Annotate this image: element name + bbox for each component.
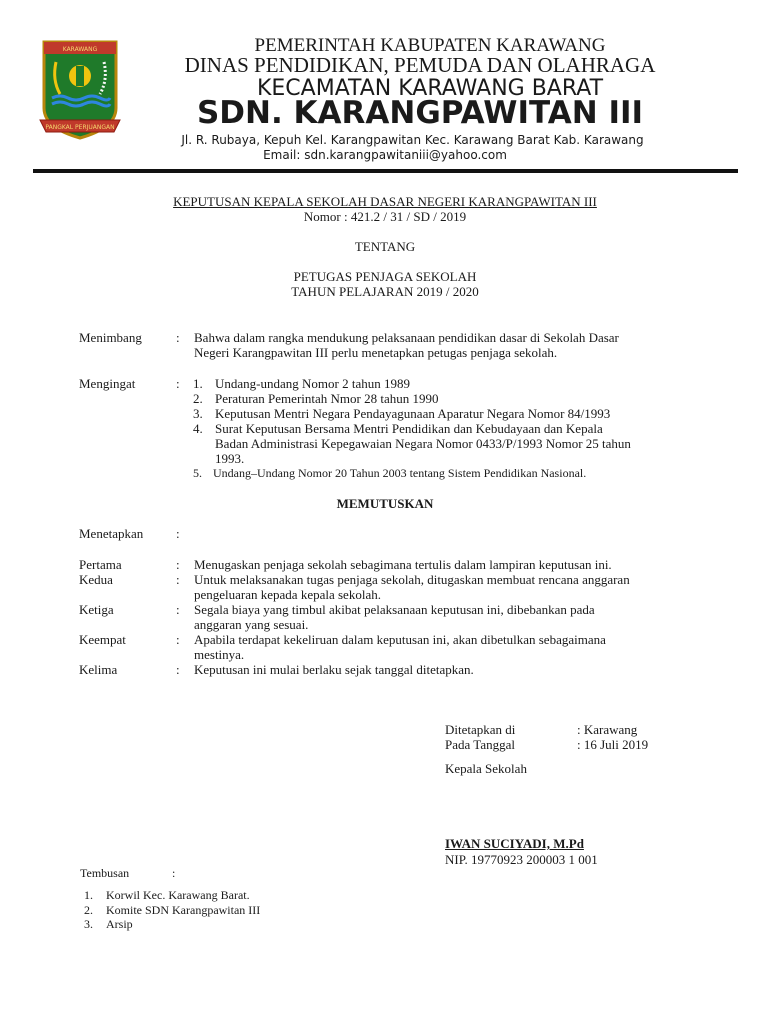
tembusan-num: 1.	[84, 888, 93, 902]
tembusan-item: Arsip	[106, 917, 133, 931]
clause-text: mestinya.	[194, 647, 245, 662]
logo-top-text: KARAWANG	[62, 46, 98, 53]
mengingat-item: Badan Administrasi Kepegawaian Negara Nomor 0433/P/1993 Nomor 25 tahun	[215, 436, 631, 451]
date-value: : 16 Juli 2019	[577, 737, 649, 752]
clause-colon: :	[176, 572, 180, 587]
header-address: Jl. R. Rubaya, Kepuh Kel. Karangpawitan Kec. Karawang Barat Kab. Karawang	[181, 133, 644, 147]
decree-number: Nomor : 421.2 / 31 / SD / 2019	[303, 209, 467, 224]
decree-subject: PETUGAS PENJAGA SEKOLAH	[293, 269, 477, 284]
header-department: DINAS PENDIDIKAN, PEMUDA DAN OLAHRAGA	[184, 53, 656, 77]
menetapkan-label: Menetapkan	[79, 526, 144, 541]
menetapkan-colon: :	[176, 526, 180, 541]
mengingat-item: Surat Keputusan Bersama Mentri Pendidikan dan Kebudayaan dan Kepala	[215, 421, 603, 436]
clause-text: Keputusan ini mulai berlaku sejak tanggal ditetapkan.	[194, 662, 474, 677]
clause-label: Kelima	[79, 662, 118, 677]
mengingat-item: 1993.	[215, 451, 245, 466]
mengingat-num: 1.	[193, 376, 203, 391]
date-label: Pada Tanggal	[445, 737, 515, 752]
clause-label: Ketiga	[79, 602, 114, 617]
tembusan-item: Korwil Kec. Karawang Barat.	[106, 888, 250, 902]
decree-school-year: TAHUN PELAJARAN 2019 / 2020	[291, 284, 479, 299]
signatory-role: Kepala Sekolah	[445, 761, 527, 776]
decree-about: TENTANG	[354, 239, 416, 254]
mengingat-num: 5.	[193, 466, 202, 480]
header-divider	[33, 169, 738, 173]
clause-label: Kedua	[79, 572, 113, 587]
clause-label: Keempat	[79, 632, 126, 647]
tembusan-num: 3.	[84, 917, 93, 931]
clause-text: Untuk melaksanakan tugas penjaga sekolah, ditugaskan membuat rencana anggaran	[194, 572, 630, 587]
mengingat-num: 3.	[193, 406, 203, 421]
menimbang-label: Menimbang	[79, 330, 142, 345]
regency-logo	[38, 36, 122, 144]
tembusan-colon: :	[172, 866, 176, 880]
menimbang-text-line2: Negeri Karangpawitan III perlu menetapkan petugas penjaga sekolah.	[194, 345, 558, 360]
clause-colon: :	[176, 632, 180, 647]
mengingat-item: Undang–Undang Nomor 20 Tahun 2003 tentang Sistem Pendidikan Nasional.	[213, 466, 587, 480]
header-government: PEMERINTAH KABUPATEN KARAWANG	[254, 35, 606, 56]
clause-text: Segala biaya yang timbul akibat pelaksanaan keputusan ini, dibebankan pada	[194, 602, 595, 617]
tembusan-label: Tembusan	[80, 866, 130, 880]
clause-label: Pertama	[79, 557, 122, 572]
menimbang-colon: :	[176, 330, 180, 345]
mengingat-colon: :	[176, 376, 180, 391]
clause-colon: :	[176, 662, 180, 677]
clause-colon: :	[176, 602, 180, 617]
decree-title: KEPUTUSAN KEPALA SEKOLAH DASAR NEGERI KARANGPAWITAN III	[173, 194, 597, 209]
memutuskan-heading: MEMUTUSKAN	[336, 496, 434, 511]
mengingat-num: 2.	[193, 391, 203, 406]
header-email: Email: sdn.karangpawitaniii@yahoo.com	[263, 148, 507, 162]
tembusan-item: Komite SDN Karangpawitan III	[106, 903, 261, 917]
mengingat-item: Undang-undang Nomor 2 tahun 1989	[215, 376, 410, 391]
header-school-name: SDN. KARANGPAWITAN III	[196, 95, 644, 131]
signatory-name: IWAN SUCIYADI, M.Pd	[445, 836, 584, 851]
place-value: : Karawang	[577, 722, 638, 737]
logo-ribbon-text: PANGKAL PERJUANGAN	[45, 124, 115, 131]
clause-text: pengeluaran kepada kepala sekolah.	[194, 587, 381, 602]
header-district: KECAMATAN KARAWANG BARAT	[256, 76, 604, 101]
mengingat-item: Keputusan Mentri Negara Pendayagunaan Aparatur Negara Nomor 84/1993	[215, 406, 611, 421]
mengingat-item: Peraturan Pemerintah Nmor 28 tahun 1990	[215, 391, 439, 406]
clause-text: anggaran yang sesuai.	[194, 617, 309, 632]
clause-text: Apabila terdapat kekeliruan dalam keputusan ini, akan dibetulkan sebagaimana	[194, 632, 606, 647]
place-label: Ditetapkan di	[445, 722, 516, 737]
mengingat-num: 4.	[193, 421, 203, 436]
clause-text: Menugaskan penjaga sekolah sebagimana tertulis dalam lampiran keputusan ini.	[194, 557, 612, 572]
clause-colon: :	[176, 557, 180, 572]
tembusan-num: 2.	[84, 903, 93, 917]
signatory-nip: NIP. 19770923 200003 1 001	[445, 852, 598, 867]
mengingat-label: Mengingat	[79, 376, 136, 391]
menimbang-text-line1: Bahwa dalam rangka mendukung pelaksanaan pendidikan dasar di Sekolah Dasar	[194, 330, 619, 345]
